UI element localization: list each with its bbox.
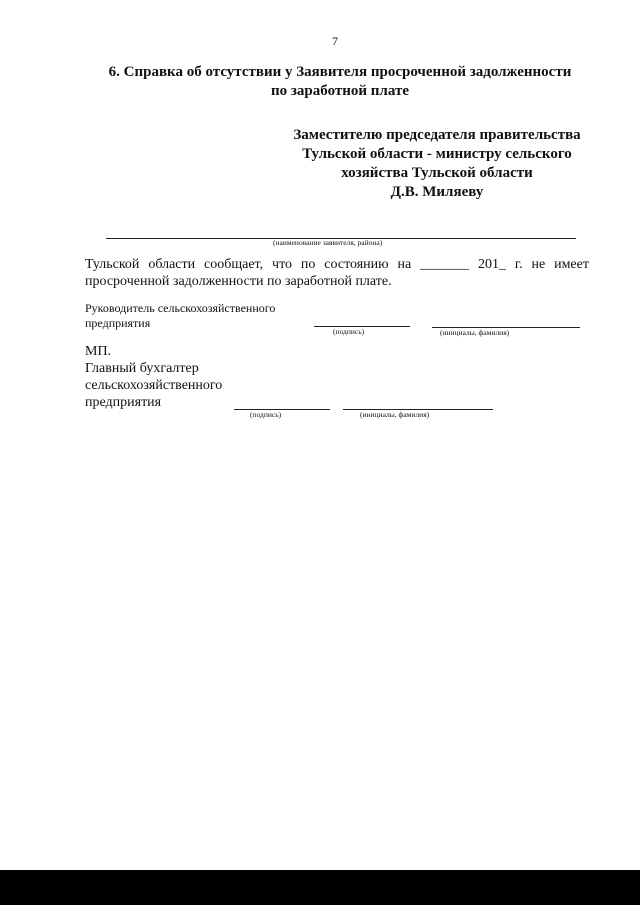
accountant-title-line-1: Главный бухгалтер — [85, 361, 199, 376]
statement-word: Тульской — [85, 257, 140, 272]
accountant-block — [85, 343, 222, 411]
statement-word: области — [148, 257, 196, 272]
statement-year: 201_ — [478, 257, 507, 272]
statement-word: что — [272, 257, 293, 272]
accountant-title-line-3: предприятия — [85, 395, 162, 410]
page-number: 7 — [332, 34, 338, 48]
date-blank: _______ — [420, 257, 470, 272]
head-title-line-1: Руководитель сельскохозяйственного — [85, 301, 276, 315]
statement-paragraph — [85, 256, 589, 290]
statement-word: сообщает, — [204, 257, 264, 272]
addressee-line-1: Заместителю председателя правительства — [293, 127, 581, 143]
addressee-line-3: хозяйства Тульской области — [341, 165, 533, 181]
statement-word: состоянию — [324, 257, 389, 272]
statement-word: имеет — [554, 257, 589, 272]
scan-border — [0, 870, 640, 905]
accountant-signature-line — [234, 409, 330, 410]
statement-word: г. — [514, 257, 523, 272]
stamp-label: МП. — [85, 344, 112, 359]
statement-word: не — [531, 257, 546, 272]
addressee-line-4: Д.В. Миляеву — [390, 184, 484, 200]
accountant-title-line-2: сельскохозяйственного — [85, 378, 223, 393]
accountant-signature-caption: (подпись) — [250, 410, 282, 419]
document-title — [60, 63, 620, 101]
head-title — [85, 301, 275, 331]
statement-line-2: просроченной задолженности по заработной плате. — [85, 274, 392, 289]
title-line-1: 6. Справка об отсутствии у Заявителя просроченной задолженности — [108, 64, 572, 80]
head-signature-caption: (подпись) — [333, 327, 365, 336]
statement-word: по — [300, 257, 316, 272]
accountant-name-caption: (инициалы, фамилия) — [360, 410, 430, 419]
statement-word: на — [397, 257, 412, 272]
head-title-line-2: предприятия — [85, 316, 151, 330]
addressee-block — [278, 126, 596, 202]
statement-line-1 — [85, 256, 589, 273]
head-name-caption: (инициалы, фамилия) — [440, 328, 510, 337]
applicant-caption: (наименование заявителя, района) — [273, 238, 383, 247]
title-line-2: по заработной плате — [271, 83, 409, 99]
addressee-line-2: Тульской области - министру сельского — [302, 146, 572, 162]
